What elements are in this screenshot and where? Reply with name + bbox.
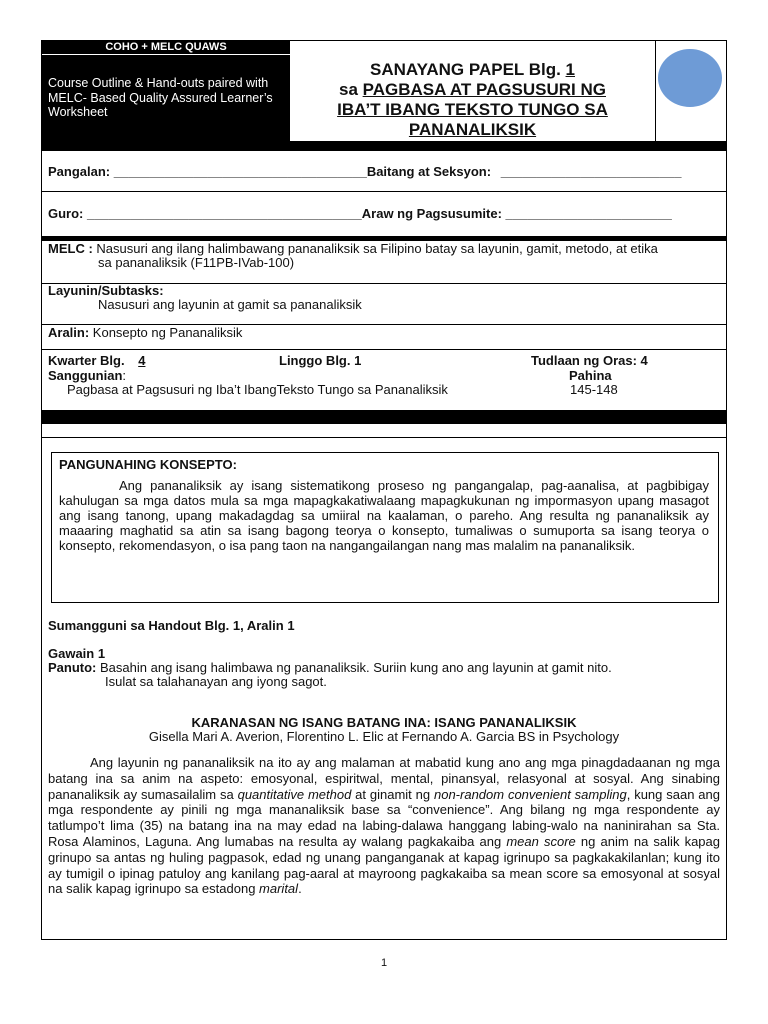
worksheet-title	[290, 41, 656, 141]
objectives-label: Layunin/Subtasks:	[48, 283, 164, 298]
article-authors: Gisella Mari A. Averion, Florentino L. Elic at Fernando A. Garcia BS in Psychology	[148, 729, 620, 744]
quarter-label: Kwarter Blg.	[48, 353, 125, 368]
program-description: Course Outline & Hand-outs paired with MELC- Based Quality Assured Learner’s Worksheet	[48, 76, 273, 119]
row-divider	[42, 437, 726, 438]
title-line1: SANAYANG PAPEL Blg.	[369, 60, 566, 79]
date-field[interactable]: _______________________	[505, 206, 672, 221]
lesson-row	[48, 325, 242, 340]
concept-box	[51, 452, 719, 603]
divider-bar	[42, 141, 726, 151]
teacher-label: Guro:	[48, 206, 84, 221]
title-line3: IBA’T IBANG TEKSTO TUNGO SA	[337, 100, 608, 119]
section-field[interactable]: _________________________	[500, 164, 682, 179]
instruction-row	[48, 660, 612, 675]
logo-circle	[658, 49, 722, 107]
teacher-row	[48, 206, 672, 221]
name-field[interactable]: ___________________________________	[113, 164, 367, 179]
title-line4: PANANALIKSIK	[408, 120, 537, 139]
instruction-text-cont: Isulat sa talahanayan ang iyong sagot.	[105, 674, 327, 689]
concept-heading: PANGUNAHING KONSEPTO:	[59, 457, 237, 472]
source-label: Sanggunian:	[48, 368, 127, 383]
title-number: 1	[565, 60, 576, 79]
divider-bar	[42, 410, 726, 424]
program-box	[42, 41, 290, 141]
name-row	[48, 164, 681, 179]
name-label: Pangalan:	[48, 164, 111, 179]
row-divider	[42, 349, 726, 350]
melc-text: Nasusuri ang ilang halimbawang pananaliksik sa Filipino batay sa layunin, gamit, metodo, at etika	[96, 241, 658, 256]
hours-label: Tudlaan ng Oras: 4	[531, 353, 648, 368]
instruction-text: Basahin ang isang halimbawa ng pananaliksik. Suriin kung ano ang layunin at gamit nito.	[100, 660, 612, 675]
concept-body: Ang pananaliksik ay isang sistematikong proseso ng pangangalap, pag-aanalisa, at pagbibigay kahulugan sa mga datos mula sa mga mapagkakatiwalaang mapagkukunan ng impormasyon upang masagot ang isang tanong, upang makadagdag sa umiiral na kaalaman, o pareho. Ang resulta ng pananaliksik ay maaaring maghatid sa atin sa isang bagong teorya o konsepto, tumaliwas o sumuporta sa isang teorya o konsepto, rekomendasyon, o isa pang taon na nangangailangan nang mas malalim na pananaliksik.	[59, 478, 709, 553]
melc-row	[48, 241, 658, 256]
row-divider	[42, 191, 726, 192]
date-label: Araw ng Pagsusumite:	[361, 206, 502, 221]
lesson-label: Aralin:	[48, 325, 90, 340]
teacher-field[interactable]: ______________________________________	[87, 206, 362, 221]
page-number: 1	[380, 957, 388, 969]
instruction-label: Panuto:	[48, 660, 97, 675]
article-title: KARANASAN NG ISANG BATANG INA: ISANG PANANALIKSIK	[191, 715, 577, 730]
title-line2-prefix: sa	[338, 80, 363, 99]
melc-text-cont: sa pananaliksik (F11PB-IVab-100)	[98, 255, 295, 270]
melc-label: MELC :	[48, 241, 93, 256]
article-body: Ang layunin ng pananaliksik na ito ay ang malaman at mabatid kung ano ang mga pinagdadaanan ng mga batang ina sa anim na aspeto: emosyonal, espiritwal, mental, pinansyal, relasyonal at sosyal. Ang sinabing pananaliksik ay sumasailalim sa quantitative method at ginamit ng non-random convenient sampling, kung saan ang mga respondente ay pinili ng mga mananaliksik base sa “convenience”. Ang bilang ng mga respondente ay tatlumpo’t lima (35) na batang ina na may edad na labing-dalawa hanggang labing-walo na naninirahan sa Sta. Rosa Alaminos, Laguna. Ang lumabas na resulta ay walang pagkakaiba ang mean score ng anim na salik kapag grinupo sa antas ng huling pagpasok, edad ng unang panganganak at kapag igrinupo sa pagkakakilanlan; kung ito ay tumigil o ipinag patuloy ang kanilang pag-aaral at mayroong pagkakaiba sa mean score sa emosyonal at sosyal na salik kapag igrinupo sa estadong marital.	[48, 755, 720, 897]
page-value: 145-148	[570, 382, 618, 397]
program-label: COHO + MELC QUAWS	[42, 41, 290, 55]
handout-reference: Sumangguni sa Handout Blg. 1, Aralin 1	[48, 618, 295, 633]
source-text: Pagbasa at Pagsusuri ng Iba’t IbangTeksto Tungo sa Pananaliksik	[67, 382, 448, 397]
quarter-field	[48, 353, 145, 368]
title-line2: PAGBASA AT PAGSUSURI NG	[362, 80, 606, 99]
lesson-text: Konsepto ng Pananaliksik	[92, 325, 243, 340]
section-label: Baitang at Seksyon:	[366, 164, 492, 179]
week-label: Linggo Blg. 1	[279, 353, 362, 368]
objectives-text: Nasusuri ang layunin at gamit sa pananaliksik	[98, 297, 362, 312]
worksheet-header	[42, 41, 726, 141]
worksheet-frame	[41, 40, 727, 940]
page-label: Pahina	[569, 368, 612, 383]
quarter-value: 4	[138, 353, 146, 368]
activity-title: Gawain 1	[48, 646, 106, 661]
